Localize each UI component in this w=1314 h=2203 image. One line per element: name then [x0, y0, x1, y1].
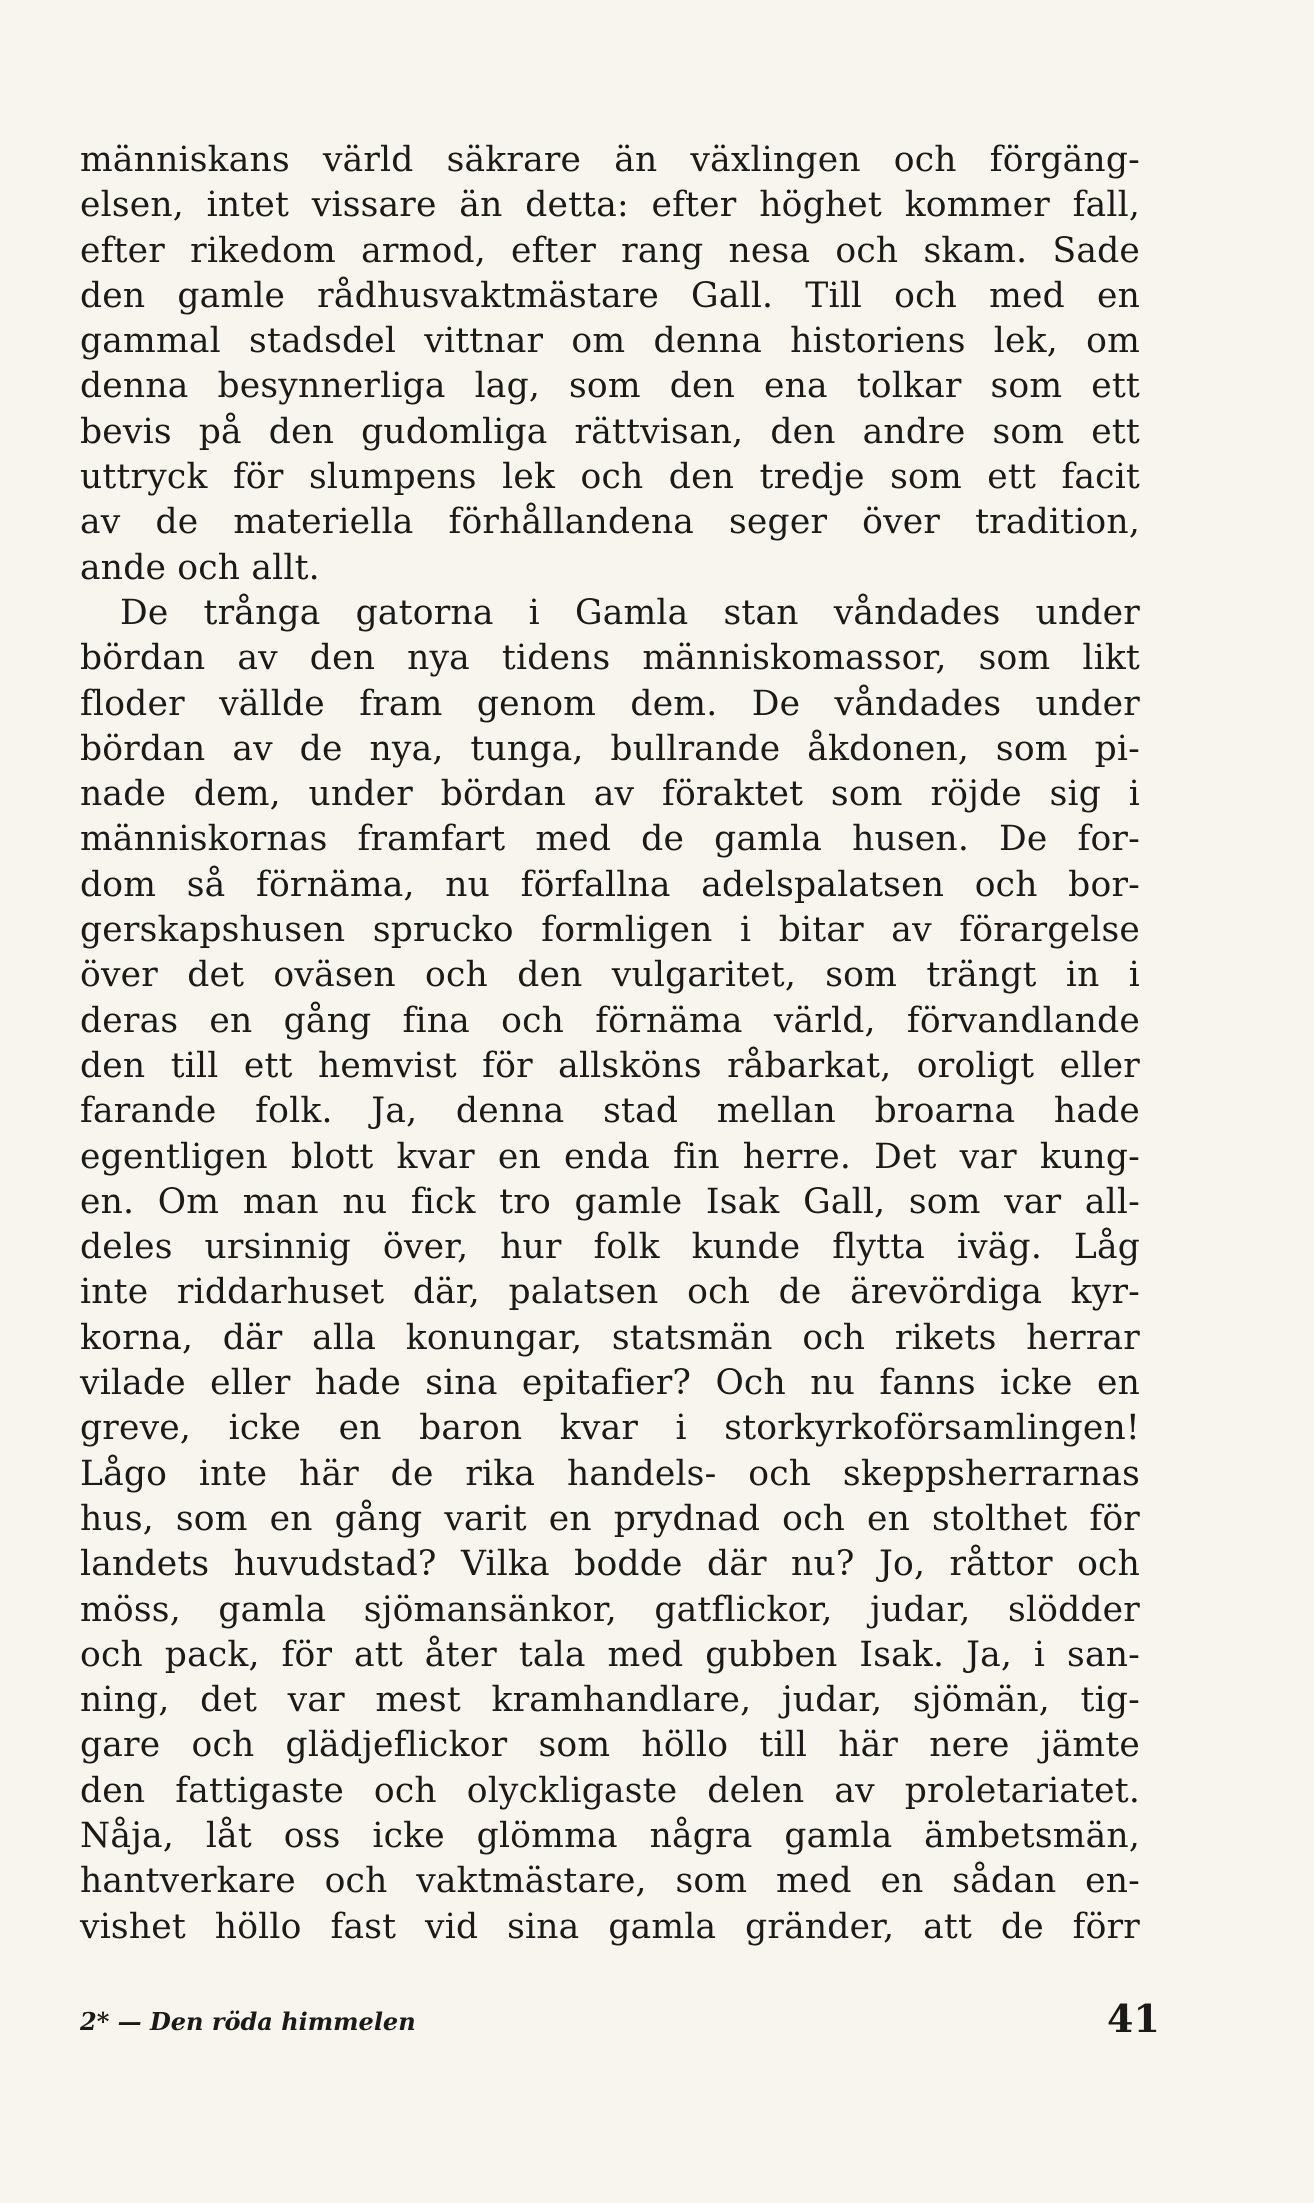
text-line: människans värld säkrare än växlingen och förgäng-: [80, 140, 1140, 180]
text-line: Nåja, låt oss icke glömma några gamla ämbetsmän,: [80, 1815, 1140, 1856]
text-line: hantverkare och vaktmästare, som med en sådan en-: [80, 1861, 1140, 1902]
text-line: korna, där alla konungar, statsmän och rikets herrar: [80, 1317, 1140, 1358]
text-line: ning, det var mest kramhandlare, judar, sjömän, tig-: [80, 1680, 1140, 1721]
text-line: nade dem, under bördan av föraktet som röjde sig i: [80, 774, 1140, 815]
text-line: egentligen blott kvar en enda fin herre. Det var kung-: [80, 1136, 1140, 1177]
text-line: floder vällde fram genom dem. De våndades under: [80, 683, 1140, 724]
text-line: bördan av de nya, tunga, bullrande åkdonen, som pi-: [80, 728, 1140, 769]
text-line: den till ett hemvist för allsköns råbarkat, oroligt eller: [80, 1045, 1140, 1086]
text-line: uttryck för slumpens lek och den tredje som ett facit: [80, 457, 1140, 498]
paragraph-end-line: ande och allt.: [80, 547, 320, 588]
text-line: hus, som en gång varit en prydnad och en stolthet för: [80, 1498, 1140, 1539]
text-line: gare och glädjeflickor som höllo till här nere jämte: [80, 1725, 1140, 1766]
text-line: vilade eller hade sina epitafier? Och nu fanns icke en: [80, 1363, 1140, 1404]
text-line: möss, gamla sjömansänkor, gatflickor, judar, slödder: [80, 1589, 1140, 1630]
text-line: inte riddarhuset där, palatsen och de ärevördiga kyr-: [80, 1272, 1140, 1313]
text-line: efter rikedom armod, efter rang nesa och skam. Sade: [80, 230, 1140, 271]
printer-signature: 2* — Den röda himmelen: [80, 2007, 416, 2036]
text-line: och pack, för att åter tala med gubben Isak. Ja, i san-: [80, 1634, 1140, 1675]
text-line: elsen, intet vissare än detta: efter höghet kommer fall,: [80, 185, 1140, 226]
text-line: gerskapshusen sprucko formligen i bitar av förargelse: [80, 910, 1140, 951]
body-text: [80, 138, 1140, 1950]
text-line: en. Om man nu fick tro gamle Isak Gall, som var all-: [80, 1181, 1140, 1222]
text-line: deles ursinnig över, hur folk kunde flytta iväg. Låg: [80, 1227, 1140, 1268]
text-line: den gamle rådhusvaktmästare Gall. Till och med en: [80, 275, 1140, 316]
text-line: över det oväsen och den vulgaritet, som trängt in i: [80, 955, 1140, 996]
text-line: människornas framfart med de gamla husen. De for-: [80, 819, 1140, 860]
text-line: farande folk. Ja, denna stad mellan broarna hade: [80, 1091, 1140, 1132]
text-line: gammal stadsdel vittnar om denna historiens lek, om: [80, 321, 1140, 362]
text-line: bevis på den gudomliga rättvisan, den andre som ett: [80, 411, 1140, 452]
text-line: Lågo inte här de rika handels- och skeppsherrarnas: [80, 1453, 1140, 1494]
text-line: den fattigaste och olyckligaste delen av proletariatet.: [80, 1770, 1140, 1811]
text-line: landets huvudstad? Vilka bodde där nu? Jo, råttor och: [80, 1544, 1140, 1585]
page-number: 41: [1107, 1996, 1160, 2041]
text-line: av de materiella förhållandena seger över tradition,: [80, 502, 1140, 543]
text-line: vishet höllo fast vid sina gamla gränder, att de förr: [80, 1906, 1140, 1947]
text-line: greve, icke en baron kvar i storkyrkoförsamlingen!: [80, 1408, 1140, 1449]
paragraph-start-line: De trånga gatorna i Gamla stan våndades under: [120, 592, 1140, 633]
text-line: deras en gång fina och förnäma värld, förvandlande: [80, 1000, 1140, 1041]
text-line: bördan av den nya tidens människomassor, som likt: [80, 638, 1140, 679]
text-line: denna besynnerliga lag, som den ena tolkar som ett: [80, 366, 1140, 407]
text-line: dom så förnäma, nu förfallna adelspalatsen och bor-: [80, 864, 1140, 905]
